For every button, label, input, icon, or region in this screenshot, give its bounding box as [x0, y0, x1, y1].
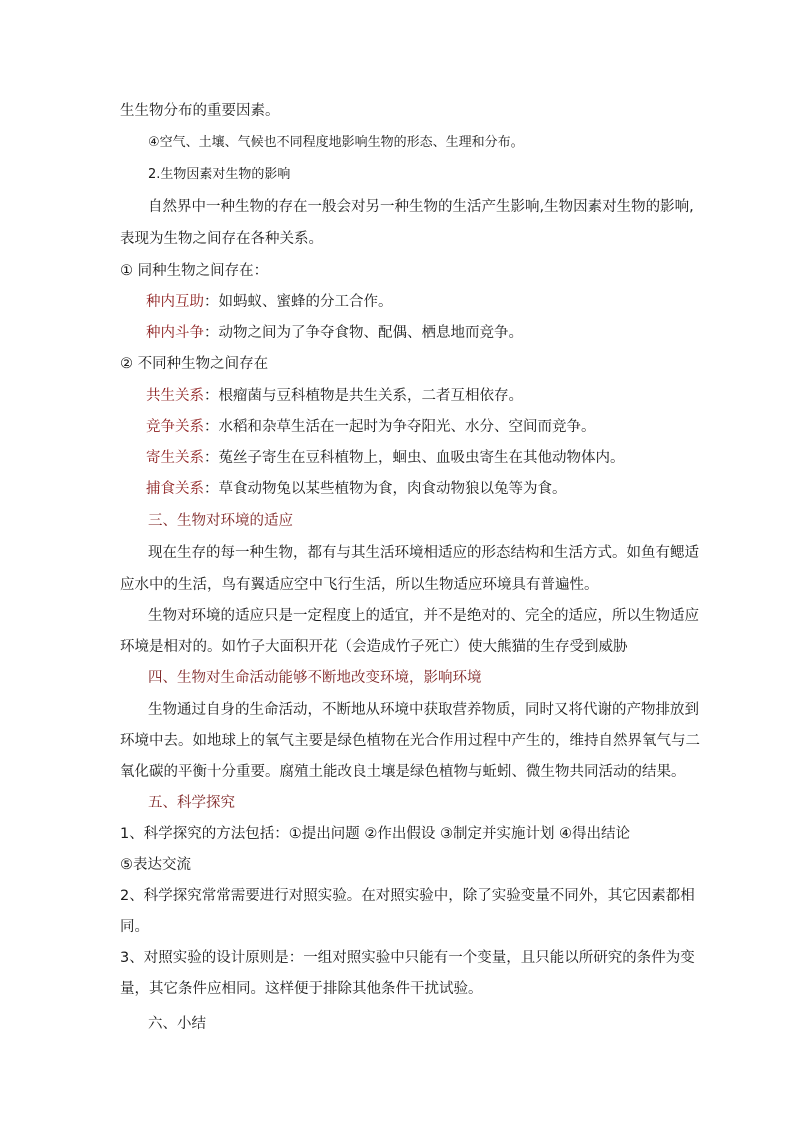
relation-label: 种内斗争: [146, 325, 204, 341]
relation-item: [146, 417, 596, 437]
relation-label: 捕食关系: [146, 481, 204, 497]
relation-text: ：根瘤菌与豆科植物是共生关系，二者互相依存。: [204, 388, 523, 404]
relation-item: [146, 292, 393, 312]
relation-item: [146, 386, 523, 406]
relation-text: ：草食动物兔以某些植物为食，肉食动物狼以兔等为食。: [204, 481, 567, 497]
relation-label: 共生关系: [146, 388, 204, 404]
relation-item: [146, 323, 523, 343]
paragraph-line: 同。: [120, 919, 149, 935]
paragraph-line: 氧化碳的平衡十分重要。腐殖土能改良土壤是绿色植物与蚯蚓、微生物共同活动的结果。: [120, 764, 686, 780]
paragraph-line: 环境中去。如地球上的氧气主要是绿色植物在光合作用过程中产生的，维持自然界氧气与二: [120, 733, 700, 749]
paragraph-line: 应水中的生活，鸟有翼适应空中飞行生活，所以生物适应环境具有普遍性。: [120, 577, 599, 593]
paragraph-line: 2、科学探究常常需要进行对照实验。在对照实验中，除了实验变量不同外，其它因素都相: [120, 888, 695, 904]
paragraph-line: 现在生存的每一种生物，都有与其生活环境相适应的形态结构和生活方式。如鱼有鳃适: [148, 545, 699, 561]
paragraph-line: 3、对照实验的设计原则是：一组对照实验中只能有一个变量，且只能以所研究的条件为变: [120, 950, 695, 966]
relation-text: ：水稻和杂草生活在一起时为争夺阳光、水分、空间而竞争。: [204, 419, 596, 435]
section-heading-5: 五、科学探究: [148, 795, 235, 811]
paragraph-line: 生物通过自身的生命活动，不断地从环境中获取营养物质，同时又将代谢的产物排放到: [148, 702, 699, 718]
section-heading-6: 六、小结: [148, 1016, 206, 1032]
paragraph-line: 自然界中一种生物的存在一般会对另一种生物的生活产生影响,生物因素对生物的影响,: [148, 199, 694, 215]
paragraph-line: 表现为生物之间存在各种关系。: [120, 231, 323, 247]
paragraph-line: ⑤表达交流: [120, 857, 191, 873]
paragraph-line: 生生物分布的重要因素。: [120, 103, 280, 119]
paragraph-line: 1、科学探究的方法包括：①提出问题 ②作出假设 ③制定并实施计划 ④得出结论: [120, 826, 631, 842]
paragraph-line: 环境是相对的。如竹子大面积开花（会造成竹子死亡）使大熊猫的生存受到威胁: [120, 639, 628, 655]
list-heading: ② 不同种生物之间存在: [120, 356, 269, 372]
relation-item: [146, 448, 625, 468]
paragraph-line: 生物对环境的适应只是一定程度上的适宜，并不是绝对的、完全的适应，所以生物适应: [148, 608, 699, 624]
section-heading-3: 三、生物对环境的适应: [148, 513, 293, 529]
relation-label: 寄生关系: [146, 450, 204, 466]
relation-text: ：动物之间为了争夺食物、配偶、栖息地而竞争。: [204, 325, 523, 341]
relation-item: [146, 479, 567, 499]
relation-text: ：如蚂蚁、蜜蜂的分工合作。: [204, 294, 393, 310]
paragraph-line: 量，其它条件应相同。这样便于排除其他条件干扰试验。: [120, 981, 483, 997]
relation-text: ：菟丝子寄生在豆科植物上，蛔虫、血吸虫寄生在其他动物体内。: [204, 450, 625, 466]
relation-label: 种内互助: [146, 294, 204, 310]
section-heading-2: 2.生物因素对生物的影响: [148, 167, 291, 182]
section-heading-4: 四、生物对生命活动能够不断地改变环境，影响环境: [148, 670, 482, 686]
list-heading: ① 同种生物之间存在：: [120, 263, 269, 279]
relation-label: 竞争关系: [146, 419, 204, 435]
paragraph-line: ④空气、土壤、气候也不同程度地影响生物的形态、生理和分布。: [148, 135, 524, 150]
